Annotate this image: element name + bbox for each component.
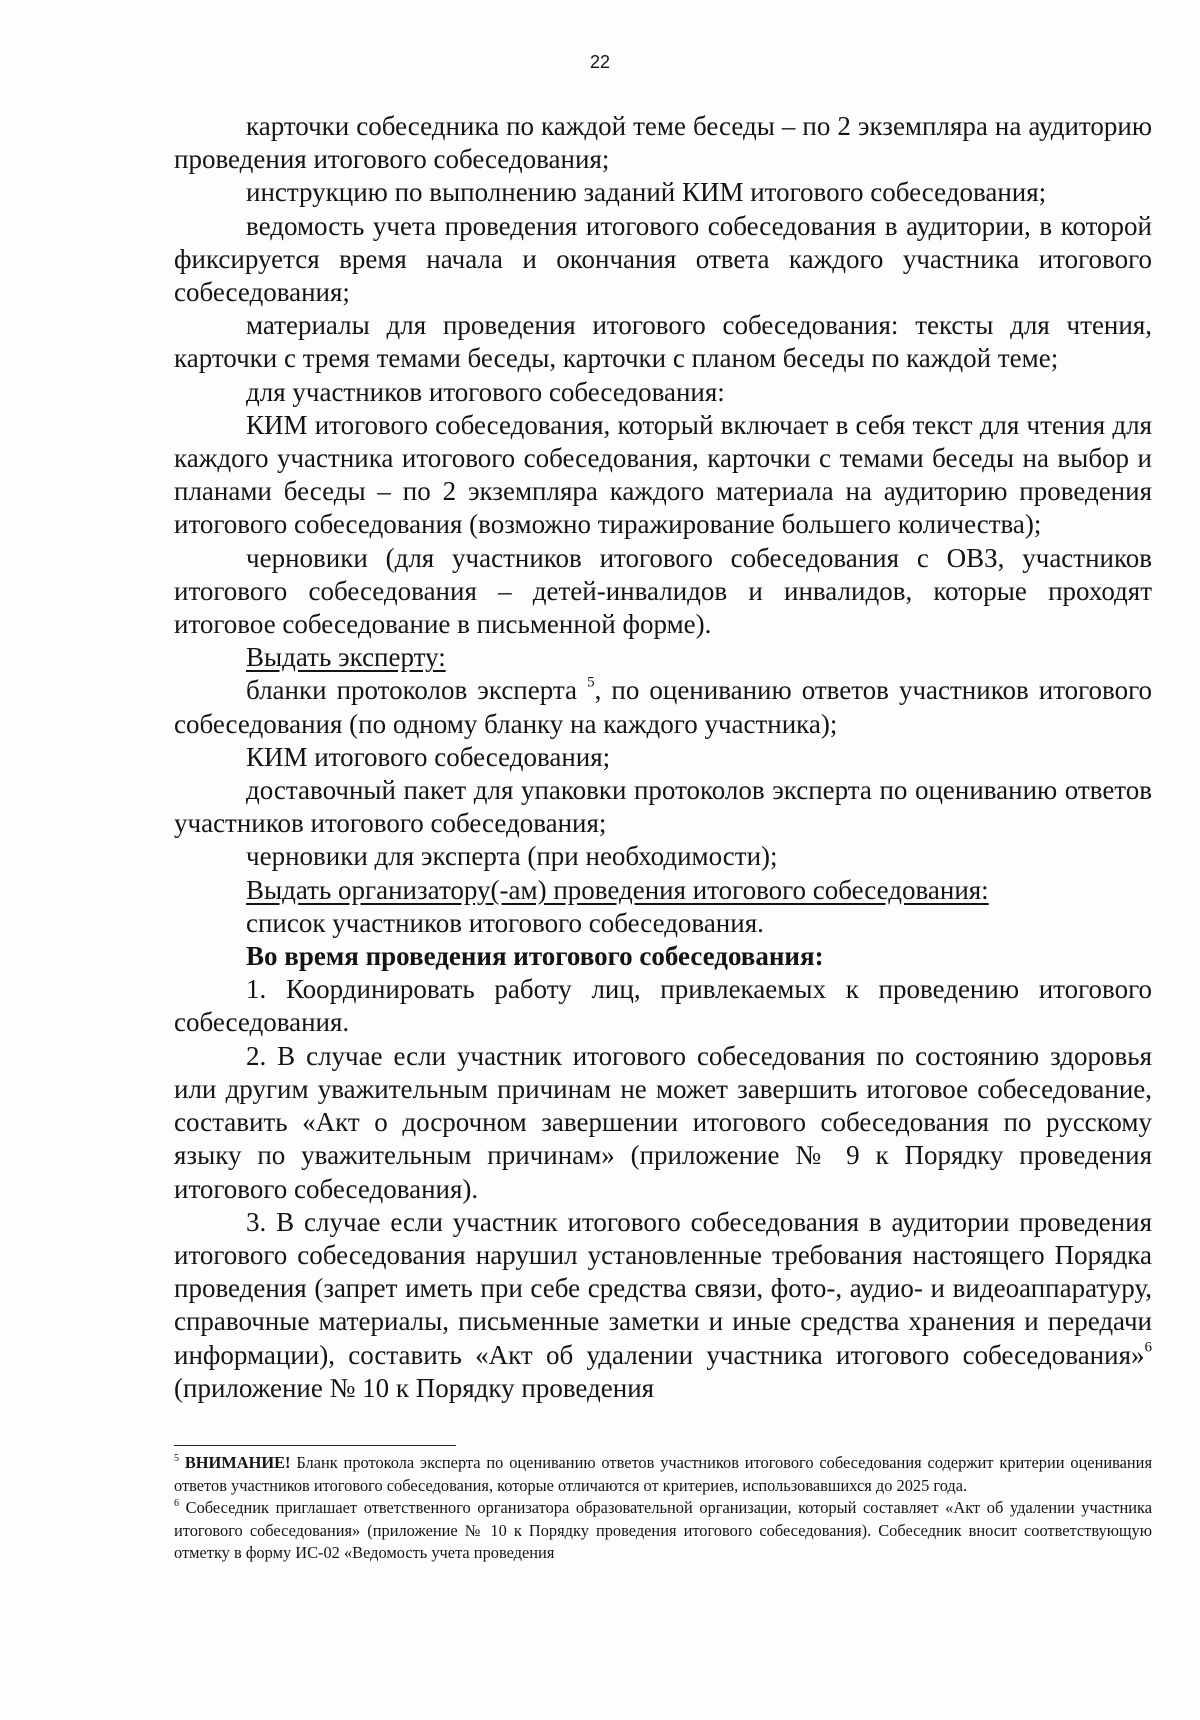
paragraph: доставочный пакет для упаковки протоколов эксперта по оцениванию ответов участников итогового собеседования;: [174, 775, 1152, 839]
paragraph: черновики (для участников итогового собеседования с ОВЗ, участников итогового собеседования – детей-инвалидов и инвалидов, которые проходят итоговое собеседование в письменной форме).: [174, 542, 1152, 640]
paragraph-text: (приложение № 10 к Порядку проведения: [174, 1372, 655, 1403]
paragraph: КИМ итогового собеседования;: [246, 741, 611, 772]
footnote-6: [174, 1497, 1152, 1565]
footnote-mark: 6: [174, 1498, 179, 1509]
footnote-mark: 5: [174, 1453, 179, 1464]
footnote-text: Собеседник приглашает ответственного организатора образовательной организации, который составляет «Акт об удалении участника итогового собеседования» (приложение № 10 к Порядку проведения итогового собеседования). Собеседник вносит соответствующую отметку в форму ИС-02 «Ведомость учета проведения: [174, 1498, 1152, 1562]
numbered-item-with-footnote: [174, 1206, 1152, 1405]
footnote-warning: ВНИМАНИЕ!: [184, 1453, 291, 1472]
footnote-5: [174, 1452, 1152, 1497]
paragraph: карточки собеседника по каждой теме беседы – по 2 экземпляра на аудиторию проведения итогового собеседования;: [174, 111, 1152, 175]
footnotes: [174, 1452, 1152, 1565]
footnote-reference: 6: [1144, 1338, 1152, 1355]
numbered-item: 2. В случае если участник итогового собеседования по состоянию здоровья или другим уважительным причинам не может завершить итоговое собеседование, составить «Акт о досрочном завершении итогового собеседования по русскому языку по уважительным причинам» (приложение № 9 к Порядку проведения итогового собеседования).: [174, 1040, 1152, 1204]
section-heading-organizer: [174, 874, 1152, 907]
footnote-divider: [174, 1445, 456, 1446]
paragraph: инструкцию по выполнению заданий КИМ итогового собеседования;: [246, 177, 1047, 208]
section-heading-expert: [174, 641, 1152, 674]
underlined-heading: Выдать эксперту:: [246, 642, 446, 673]
paragraph: список участников итогового собеседования.: [246, 907, 764, 938]
paragraph-text: бланки протоколов эксперта: [246, 675, 577, 706]
page-number: 22: [589, 52, 611, 72]
paragraph-with-footnote: [174, 674, 1152, 740]
document-body: [174, 110, 1152, 1405]
paragraph: ведомость учета проведения итогового собеседования в аудитории, в которой фиксируется время начала и окончания ответа каждого участника итогового собеседования;: [174, 210, 1152, 308]
paragraph: для участников итогового собеседования:: [246, 376, 725, 407]
paragraph: черновики для эксперта (при необходимости);: [246, 841, 778, 872]
underlined-heading: Выдать организатору(-ам) проведения итогового собеседования:: [246, 874, 989, 905]
bold-heading: Во время проведения итогового собеседования:: [246, 941, 824, 972]
paragraph: материалы для проведения итогового собеседования: тексты для чтения, карточки с тремя темами беседы, карточки с планом беседы по каждой теме;: [174, 310, 1152, 374]
footnote-reference: 5: [587, 674, 595, 691]
paragraph-text: , по оцениванию ответов участников итогового собеседования (по одному бланку на каждого участника);: [174, 675, 1153, 739]
footnote-text: Бланк протокола эксперта по оцениванию ответов участников итогового собеседования содержит критерии оценивания ответов участников итогового собеседования, которые отличаются от критериев, использовавшихся до 2025 года.: [174, 1453, 1152, 1495]
paragraph: КИМ итогового собеседования, который включает в себя текст для чтения для каждого участника итогового собеседования, карточки с темами беседы на выбор и планами беседы – по 2 экземпляра каждого материала на аудиторию проведения итогового собеседования (возможно тиражирование большего количества);: [174, 409, 1152, 540]
numbered-item: 1. Координировать работу лиц, привлекаемых к проведению итогового собеседования.: [174, 974, 1152, 1038]
paragraph-text: 3. В случае если участник итогового собеседования в аудитории проведения итогового собеседования нарушил установленные требования настоящего Порядка проведения (запрет иметь при себе средства связи, фото-, аудио- и видеоаппаратуру, справочные материалы, письменные заметки и иные средства хранения и передачи информации), составить «Акт об удалении участника итогового собеседования»: [174, 1206, 1152, 1370]
